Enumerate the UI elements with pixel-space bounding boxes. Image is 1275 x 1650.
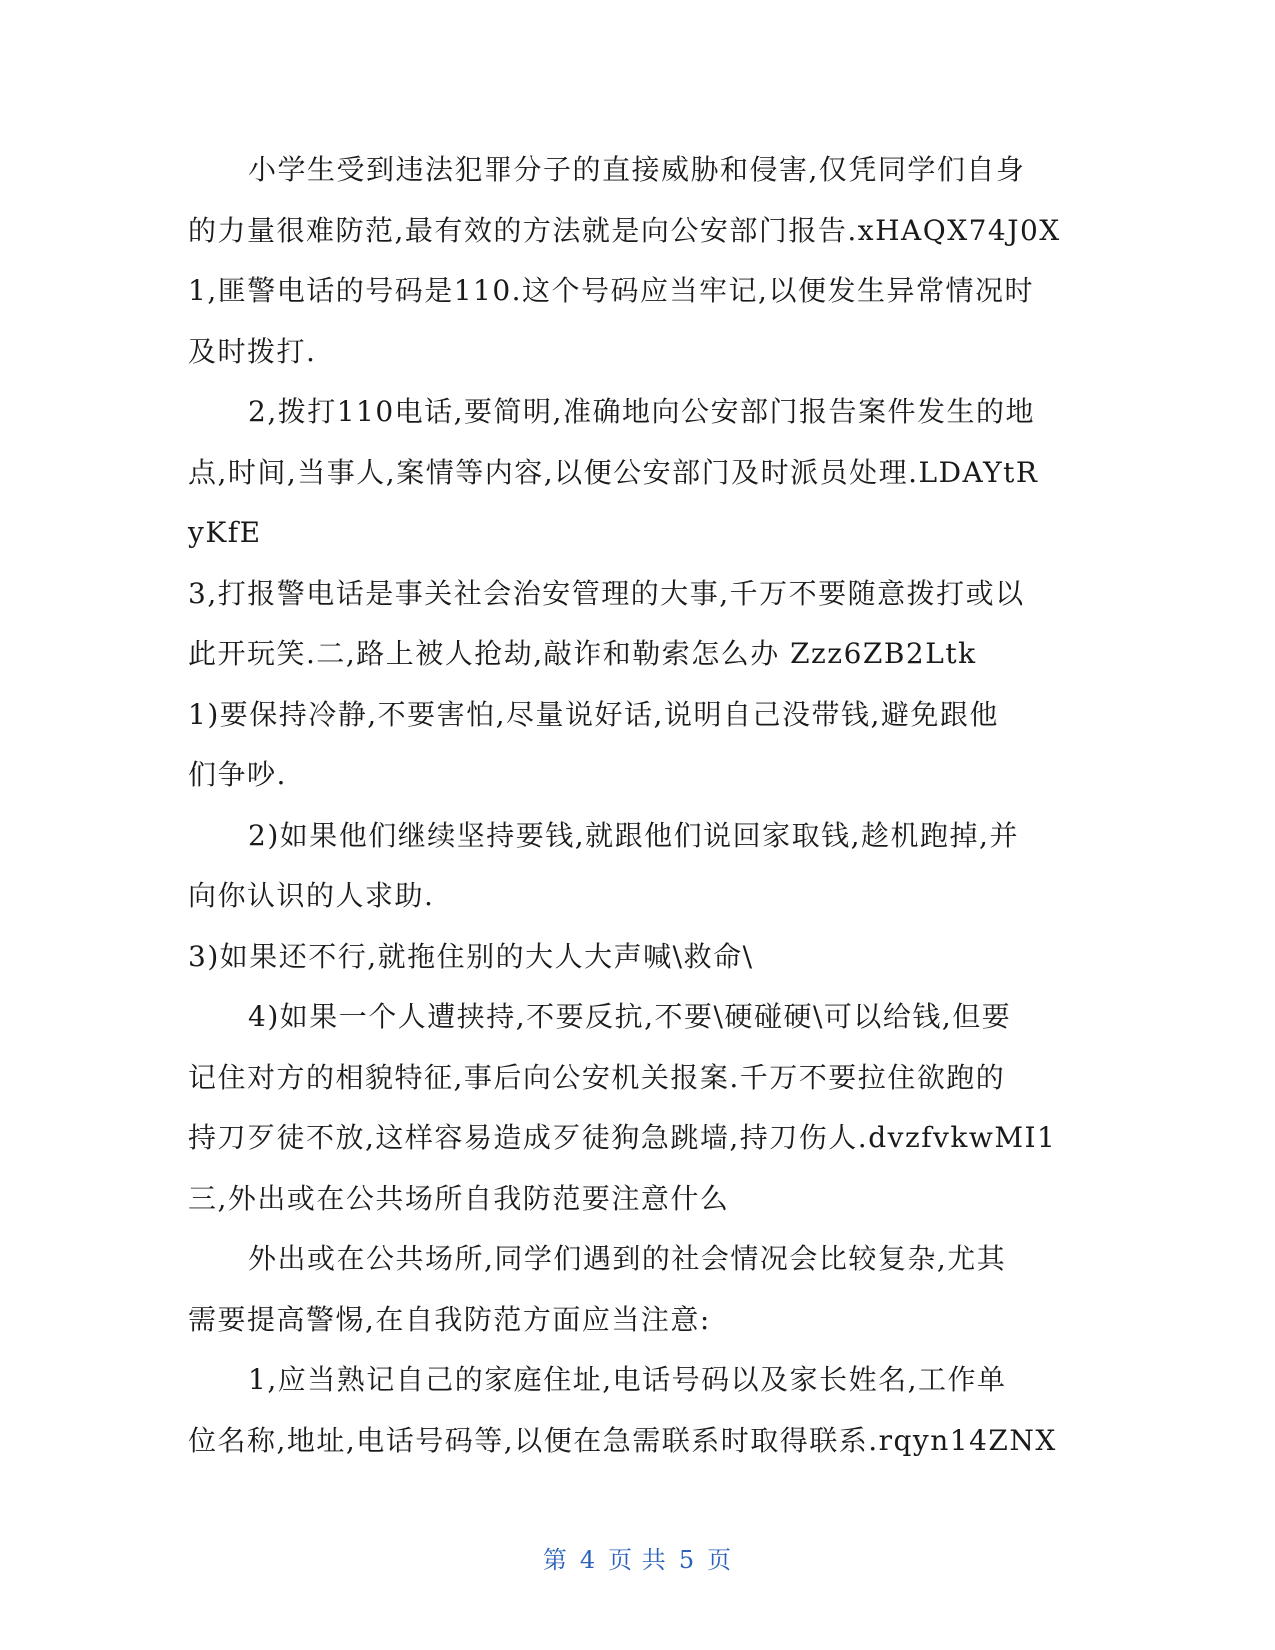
text-line: 三,外出或在公共场所自我防范要注意什么: [188, 1181, 730, 1215]
text-line: 1,匪警电话的号码是110.这个号码应当牢记,以便发生异常情况时: [188, 274, 1034, 307]
footer-suffix: 页: [707, 1546, 733, 1574]
text-line: yKfE: [188, 516, 262, 549]
text-line: 3,打报警电话是事关社会治安管理的大事,千万不要随意拨打或以: [188, 576, 1025, 610]
text-line: 小学生受到违法犯罪分子的直接威胁和侵害,仅凭同学们自身: [248, 153, 1026, 186]
page-number: 4: [579, 1546, 597, 1574]
text-line: 向你认识的人求助.: [188, 879, 435, 912]
text-line: 3)如果还不行,就拖住别的大人大声喊\救命\: [188, 939, 754, 973]
page-footer: [0, 1540, 1275, 1575]
text-line: 位名称,地址,电话号码等,以便在急需联系时取得联系.rqyn14ZNX: [188, 1423, 1057, 1457]
text-line: 此开玩笑.二,路上被人抢劫,敲诈和勒索怎么办 Zzz6ZB2Ltk: [188, 637, 977, 670]
document-body: [188, 140, 1088, 1471]
text-line: 外出或在公共场所,同学们遇到的社会情况会比较复杂,尤其: [248, 1242, 1007, 1275]
text-line: 4)如果一个人遭挟持,不要反抗,不要\硬碰硬\可以给钱,但要: [248, 1000, 1012, 1033]
text-line: 们争吵.: [188, 758, 287, 791]
text-line: 的力量很难防范,最有效的方法就是向公安部门报告.xHAQX74J0X: [188, 213, 1061, 247]
text-line: 记住对方的相貌特征,事后向公安机关报案.千万不要拉住欲跑的: [188, 1060, 1006, 1094]
footer-prefix: 第: [542, 1546, 568, 1574]
text-line: 1,应当熟记自己的家庭住址,电话号码以及家长姓名,工作单: [248, 1363, 1007, 1396]
text-line: 1)要保持冷静,不要害怕,尽量说好话,说明自己没带钱,避免跟他: [188, 697, 999, 731]
text-line: 及时拨打.: [188, 334, 317, 368]
text-line: 2,拨打110电话,要简明,准确地向公安部门报告案件发生的地: [248, 395, 1035, 428]
text-line: 持刀歹徒不放,这样容易造成歹徒狗急跳墙,持刀伤人.dvzfvkwMI1: [188, 1121, 1057, 1154]
footer-middle: 页 共: [608, 1546, 667, 1574]
text-line: 点,时间,当事人,案情等内容,以便公安部门及时派员处理.LDAYtR: [188, 455, 1039, 489]
text-line: 2)如果他们继续坚持要钱,就跟他们说回家取钱,趁机跑掉,并: [248, 818, 1019, 852]
page-total: 5: [678, 1546, 696, 1574]
text-line: 需要提高警惕,在自我防范方面应当注意:: [188, 1302, 711, 1336]
